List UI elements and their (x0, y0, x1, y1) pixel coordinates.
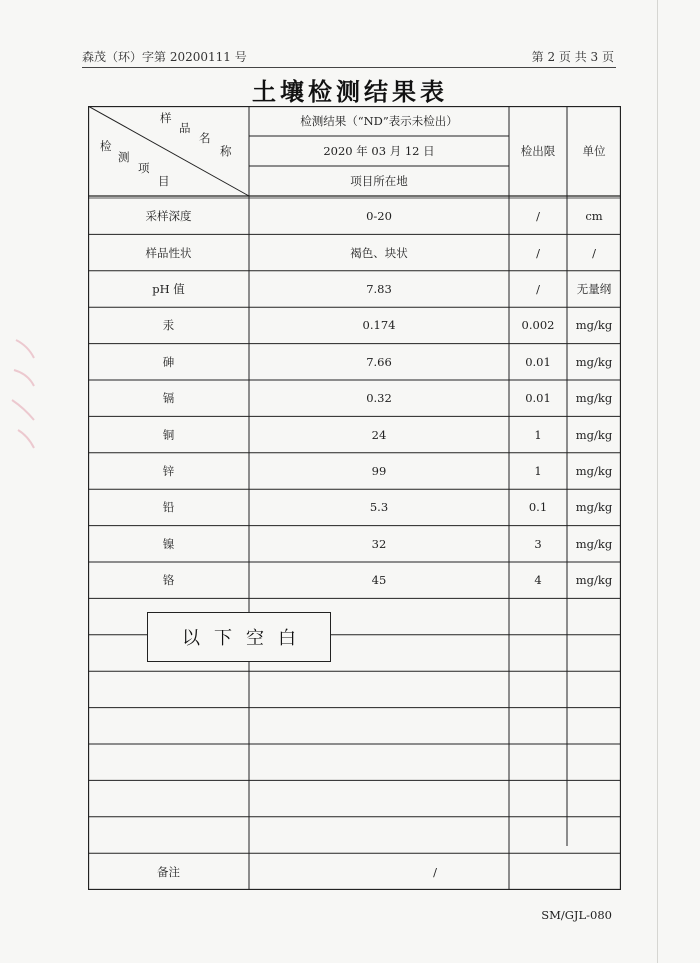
row-limit: / (536, 281, 540, 296)
page-edge (657, 0, 658, 963)
row-item: 样品性状 (145, 245, 192, 260)
row-result: 24 (371, 427, 387, 442)
results-table (88, 106, 621, 890)
row-item: 砷 (162, 354, 175, 369)
header-rule (82, 67, 616, 68)
row-unit: mg/kg (575, 318, 613, 333)
row-limit: 4 (534, 573, 542, 588)
row-item: pH 值 (152, 281, 185, 296)
row-unit: mg/kg (575, 463, 613, 478)
corner-sample-char-2: 品 (179, 121, 191, 135)
page-info: 第 2 页 共 3 页 (531, 50, 614, 64)
row-result: 7.83 (366, 281, 392, 296)
row-item: 采样深度 (145, 209, 192, 224)
row-item: 锌 (162, 463, 175, 478)
row-limit: 1 (534, 427, 542, 442)
row-unit: mg/kg (575, 391, 613, 406)
row-item: 铅 (162, 500, 175, 515)
limit-header: 检出限 (520, 144, 556, 158)
sampling-date: 2020 年 03 月 12 日 (323, 144, 435, 158)
row-item: 镍 (162, 536, 175, 551)
row-limit: / (536, 209, 540, 224)
blank-below-stamp: 以下空白 (147, 612, 331, 662)
remark-label: 备注 (157, 865, 180, 879)
row-result: 32 (371, 536, 387, 551)
row-limit: 1 (534, 463, 542, 478)
row-limit: / (536, 245, 540, 260)
seal-edge-mark (6, 330, 46, 460)
row-unit: mg/kg (575, 573, 613, 588)
page-title: 土壤检测结果表 (252, 78, 448, 106)
row-result: 0.174 (362, 318, 396, 333)
row-result: 0-20 (366, 209, 392, 224)
remark-value: / (433, 865, 437, 879)
corner-item-char-3: 项 (138, 161, 150, 175)
corner-item-char-4: 目 (158, 174, 170, 188)
row-result: 7.66 (366, 354, 392, 369)
row-unit: mg/kg (575, 536, 613, 551)
row-unit: / (592, 245, 596, 260)
row-item: 铬 (162, 573, 175, 588)
row-unit: mg/kg (575, 354, 613, 369)
row-result: 5.3 (369, 500, 389, 515)
form-code: SM/GJL-080 (541, 908, 612, 922)
row-item: 镉 (162, 391, 175, 406)
row-result: 0.32 (366, 391, 392, 406)
row-unit: mg/kg (575, 500, 613, 515)
row-limit: 0.01 (525, 354, 551, 369)
row-limit: 3 (534, 536, 542, 551)
row-unit: 无量纲 (576, 281, 612, 296)
document-number: 森茂（环）字第 20200111 号 (82, 50, 247, 64)
row-item: 铜 (162, 427, 175, 442)
row-unit: cm (585, 209, 603, 224)
row-unit: mg/kg (575, 427, 613, 442)
corner-item-char-2: 测 (118, 150, 130, 164)
corner-sample-char-1: 样 (160, 111, 172, 125)
row-result: 褐色、块状 (350, 245, 408, 260)
corner-item-char-1: 检 (100, 139, 112, 153)
row-limit: 0.002 (521, 318, 555, 333)
row-item: 汞 (162, 318, 175, 333)
row-limit: 0.01 (525, 391, 551, 406)
corner-sample-char-4: 称 (220, 144, 232, 158)
result-header: 检测结果（“ND”表示未检出） (300, 114, 458, 128)
unit-header: 单位 (582, 144, 606, 158)
corner-sample-char-3: 名 (199, 131, 211, 145)
row-result: 45 (371, 573, 387, 588)
sample-location: 项目所在地 (350, 174, 408, 188)
row-result: 99 (371, 463, 387, 478)
row-limit: 0.1 (528, 500, 548, 515)
